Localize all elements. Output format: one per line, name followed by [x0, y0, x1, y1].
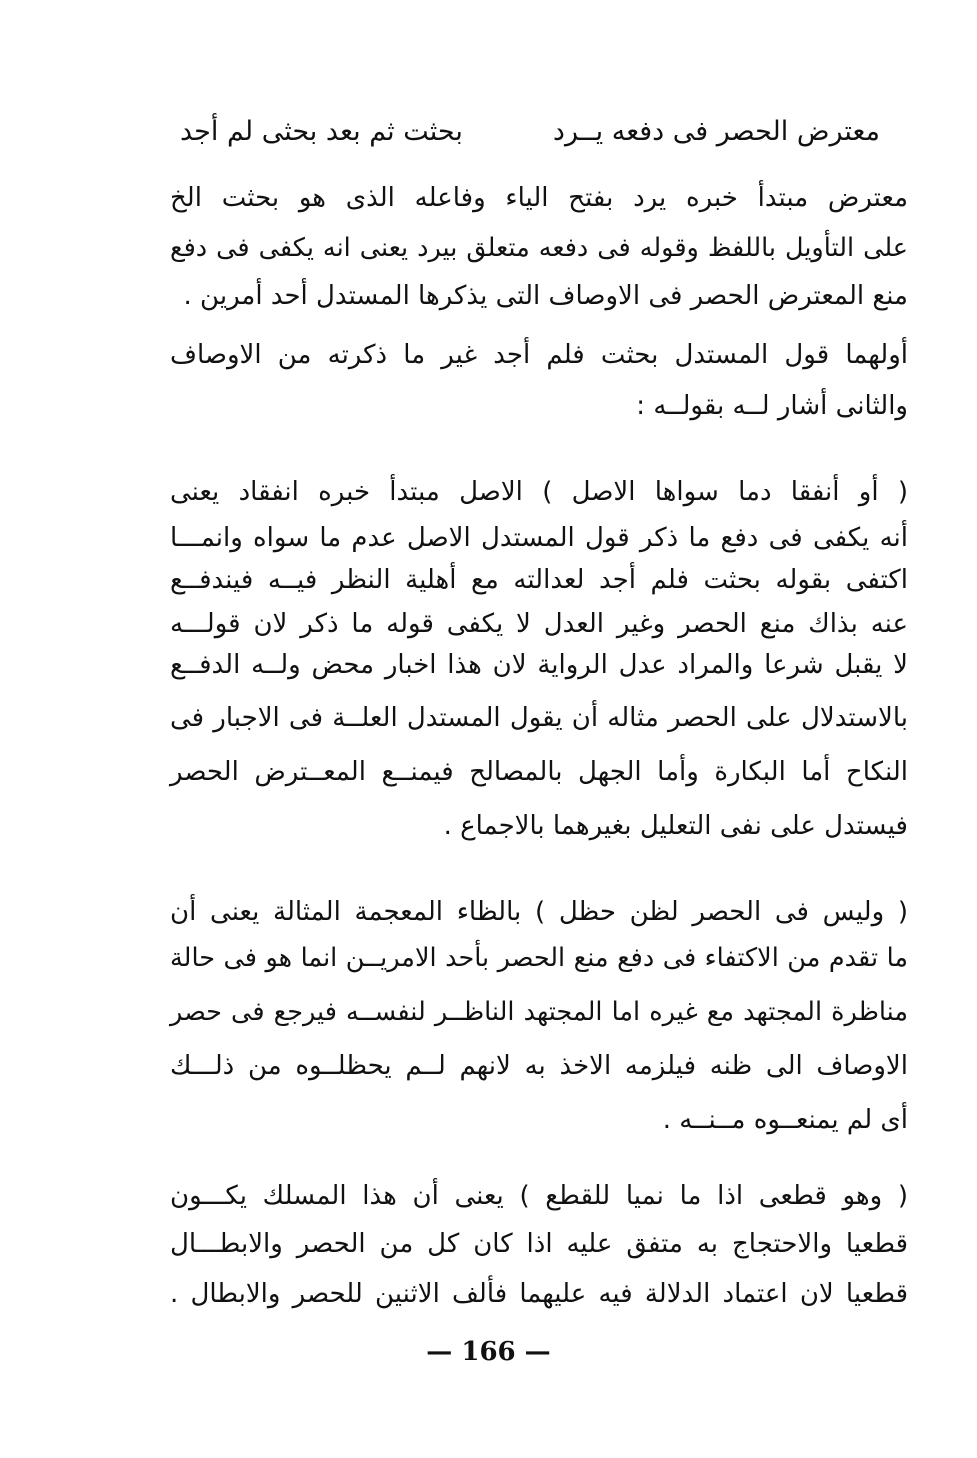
- text-line: عنه بذاك منع الحصر وغير العدل لا يكفى قوله ما ذكر لان قولـــه: [170, 609, 908, 639]
- text-line: الاوصاف الى ظنه فيلزمه الاخذ به لانهم لــم يحظلــوه من ذلـــك: [170, 1051, 908, 1081]
- text-line: لا يقبل شرعا والمراد عدل الرواية لان هذا اخبار محض ولــه الدفــع: [170, 650, 908, 680]
- text-line: ما تقدم من الاكتفاء فى دفع منع الحصر بأحد الامريــن انما هو فى حالة: [170, 943, 908, 973]
- text-line: قطعيا والاحتجاج به متفق عليه اذا كان كل من الحصر والابطـــال: [170, 1229, 908, 1259]
- text-line: النكاح أما البكارة وأما الجهل بالمصالح فيمنــع المعــترض الحصر: [170, 757, 908, 787]
- text-line: أى لم يمنعــوه مــنــه .: [662, 1105, 908, 1135]
- page-number: — 166 —: [426, 1337, 551, 1367]
- text-line: ( وهو قطعى اذا ما نميا للقطع ) يعنى أن هذا المسلك يكـــون: [170, 1181, 908, 1211]
- text-line: قطعيا لان اعتماد الدلالة فيه عليهما فألف الاثنين للحصر والابطال .: [170, 1279, 908, 1309]
- text-line: اكتفى بقوله بحثت فلم أجد لعدالته مع أهلية النظر فيــه فيندفــع: [170, 565, 908, 595]
- text-line: أنه يكفى فى دفع ما ذكر قول المستدل الاصل عدم ما سواه وانمـــا: [170, 523, 908, 553]
- text-line: والثانى أشار لــه بقولــه :: [636, 391, 908, 421]
- verse-first-hemistich: معترض الحصر فى دفعه يــرد: [552, 116, 880, 147]
- text-line: على التأويل باللفظ وقوله فى دفعه متعلق بيرد يعنى انه يكفى فى دفع: [170, 233, 908, 263]
- text-line: فيستدل على نفى التعليل بغيرهما بالاجماع .: [443, 811, 908, 841]
- verse-line: [180, 112, 880, 152]
- text-line: مناظرة المجتهد مع غيره اما المجتهد الناظــر لنفســه فيرجع فى حصر: [170, 997, 908, 1027]
- text-line: ( أو أنفقا دما سواها الاصل ) الاصل مبتدأ خبره انفقاد يعنى: [170, 477, 908, 507]
- verse-second-hemistich: بحثت ثم بعد بحثى لم أجد: [180, 116, 463, 147]
- text-line: ( وليس فى الحصر لظن حظل ) بالظاء المعجمة المثالة يعنى أن: [170, 897, 908, 927]
- text-line: معترض مبتدأ خبره يرد بفتح الياء وفاعله الذى هو بحثت الخ: [170, 183, 908, 213]
- text-line: بالاستدلال على الحصر مثاله أن يقول المستدل العلــة فى الاجبار فى: [170, 703, 908, 733]
- text-line: أولهما قول المستدل بحثت فلم أجد غير ما ذكرته من الاوصاف: [170, 340, 908, 370]
- text-line: منع المعترض الحصر فى الاوصاف التى يذكرها المستدل أحد أمرين .: [183, 281, 908, 311]
